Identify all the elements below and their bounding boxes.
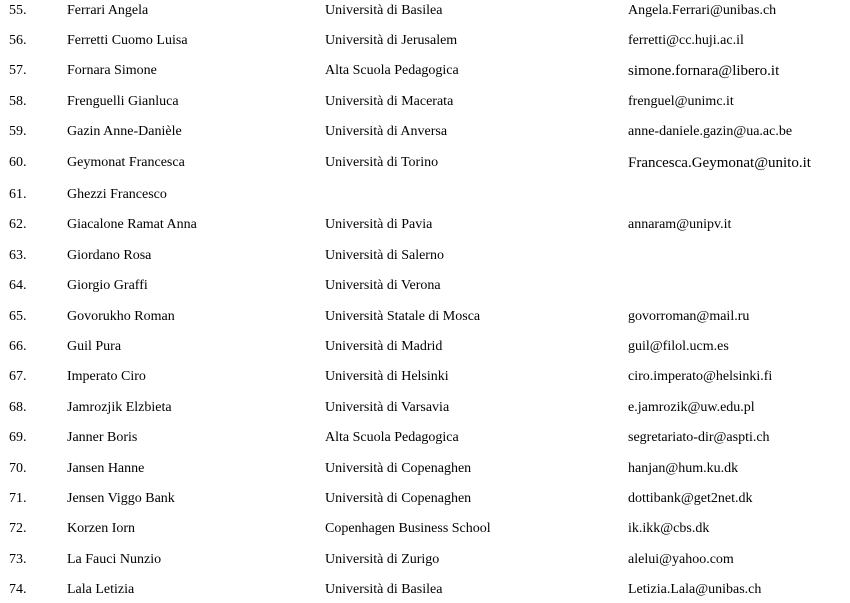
- institution: Università di Jerusalem: [325, 33, 458, 48]
- participant-name: Jensen Viggo Bank: [67, 491, 175, 506]
- list-item: [0, 184, 850, 206]
- row-number: 65.: [9, 309, 27, 324]
- participant-name: Guil Pura: [67, 339, 122, 354]
- list-item: [0, 30, 850, 52]
- row-number: 60.: [9, 155, 27, 170]
- email-address: e.jamrozik@uw.edu.pl: [628, 400, 755, 415]
- institution: Università di Basilea: [325, 582, 443, 597]
- participant-name: Govorukho Roman: [67, 309, 175, 324]
- list-item: [0, 245, 850, 267]
- list-item: [0, 91, 850, 113]
- list-item: [0, 549, 850, 571]
- institution: Università di Helsinki: [325, 369, 449, 384]
- row-number: 66.: [9, 339, 27, 354]
- list-item: [0, 427, 850, 449]
- email-address: ferretti@cc.huji.ac.il: [628, 33, 744, 48]
- row-number: 67.: [9, 369, 27, 384]
- participant-name: Korzen Iorn: [67, 521, 136, 536]
- row-number: 58.: [9, 94, 27, 109]
- list-item: [0, 518, 850, 540]
- row-number: 63.: [9, 248, 27, 263]
- institution: Università di Anversa: [325, 124, 448, 139]
- list-item: [0, 60, 850, 82]
- institution: Università di Pavia: [325, 217, 433, 232]
- institution: Università di Varsavia: [325, 400, 450, 415]
- participant-name: Giorgio Graffi: [67, 278, 148, 293]
- email-address: anne-daniele.gazin@ua.ac.be: [628, 124, 793, 139]
- institution: Università di Salerno: [325, 248, 444, 263]
- participant-name: Giordano Rosa: [67, 248, 152, 263]
- institution: Università di Madrid: [325, 339, 443, 354]
- email-address: govorroman@mail.ru: [628, 309, 750, 324]
- participant-name: Lala Letizia: [67, 582, 135, 597]
- participant-name: La Fauci Nunzio: [67, 552, 162, 567]
- participant-name: Janner Boris: [67, 430, 138, 445]
- row-number: 62.: [9, 217, 27, 232]
- email-address: ik.ikk@cbs.dk: [628, 521, 710, 536]
- email-address: Angela.Ferrari@unibas.ch: [628, 3, 777, 18]
- row-number: 64.: [9, 278, 27, 293]
- participant-name: Jansen Hanne: [67, 461, 145, 476]
- email-address: guil@filol.ucm.es: [628, 339, 729, 354]
- participant-name: Gazin Anne-Danièle: [67, 124, 182, 139]
- row-number: 69.: [9, 430, 27, 445]
- email-address: segretariato-dir@aspti.ch: [628, 430, 770, 445]
- row-number: 73.: [9, 552, 27, 567]
- row-number: 59.: [9, 124, 27, 139]
- email-address: simone.fornara@libero.it: [628, 63, 780, 79]
- list-item: [0, 306, 850, 328]
- participant-name: Giacalone Ramat Anna: [67, 217, 197, 232]
- row-number: 57.: [9, 63, 27, 78]
- list-item: [0, 0, 850, 22]
- list-item: [0, 214, 850, 236]
- list-item: [0, 275, 850, 297]
- participant-name: Fornara Simone: [67, 63, 157, 78]
- list-item: [0, 121, 850, 143]
- list-item: [0, 579, 850, 601]
- participant-name: Imperato Ciro: [67, 369, 146, 384]
- list-item: [0, 366, 850, 388]
- institution: Università di Copenaghen: [325, 461, 472, 476]
- participant-name: Frenguelli Gianluca: [67, 94, 179, 109]
- email-address: dottibank@get2net.dk: [628, 491, 753, 506]
- institution: Università di Macerata: [325, 94, 454, 109]
- participant-name: Ghezzi Francesco: [67, 187, 167, 202]
- row-number: 74.: [9, 582, 27, 597]
- row-number: 61.: [9, 187, 27, 202]
- email-address: hanjan@hum.ku.dk: [628, 461, 739, 476]
- institution: Università di Copenaghen: [325, 491, 472, 506]
- email-address: ciro.imperato@helsinki.fi: [628, 369, 773, 384]
- row-number: 68.: [9, 400, 27, 415]
- participant-name: Ferretti Cuomo Luisa: [67, 33, 188, 48]
- row-number: 70.: [9, 461, 27, 476]
- row-number: 56.: [9, 33, 27, 48]
- institution: Università di Torino: [325, 155, 439, 170]
- institution: Copenhagen Business School: [325, 521, 491, 536]
- institution: Alta Scuola Pedagogica: [325, 430, 459, 445]
- list-item: [0, 336, 850, 358]
- participant-name: Jamrozjik Elzbieta: [67, 400, 172, 415]
- row-number: 55.: [9, 3, 27, 18]
- list-item: [0, 152, 850, 174]
- institution: Università di Verona: [325, 278, 441, 293]
- institution: Università di Zurigo: [325, 552, 440, 567]
- institution: Università di Basilea: [325, 3, 443, 18]
- institution: Università Statale di Mosca: [325, 309, 481, 324]
- row-number: 72.: [9, 521, 27, 536]
- list-item: [0, 458, 850, 480]
- email-address: Letizia.Lala@unibas.ch: [628, 582, 762, 597]
- participant-name: Geymonat Francesca: [67, 155, 185, 170]
- email-address: Francesca.Geymonat@unito.it: [628, 155, 811, 171]
- email-address: alelui@yahoo.com: [628, 552, 734, 567]
- email-address: annaram@unipv.it: [628, 217, 732, 232]
- row-number: 71.: [9, 491, 27, 506]
- institution: Alta Scuola Pedagogica: [325, 63, 459, 78]
- email-address: frenguel@unimc.it: [628, 94, 734, 109]
- list-item: [0, 397, 850, 419]
- participant-name: Ferrari Angela: [67, 3, 149, 18]
- list-item: [0, 488, 850, 510]
